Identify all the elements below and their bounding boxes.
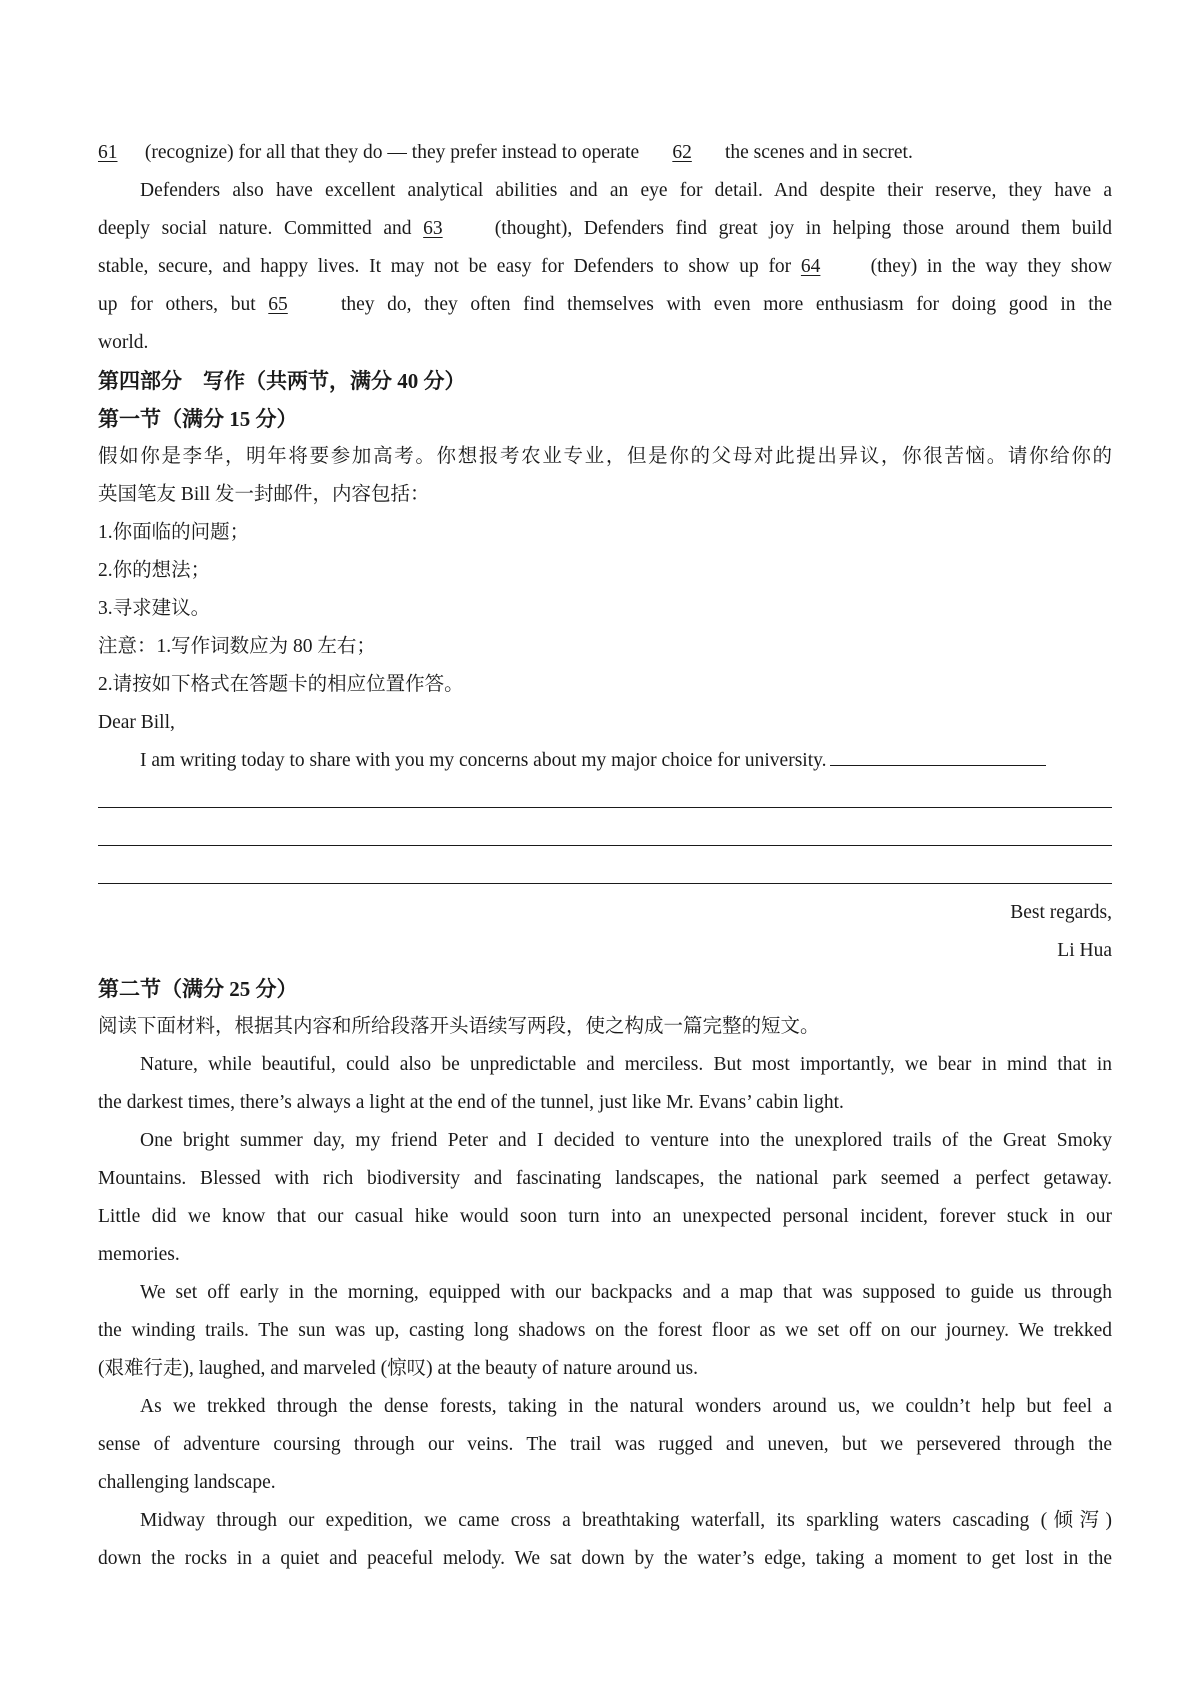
story-line: One bright summer day, my friend Peter and I decided to venture into the unexplored trails of the Great Smoky bbox=[140, 1130, 1112, 1151]
part-heading: 第四部分 写作（共两节，满分 40 分） bbox=[98, 369, 466, 393]
passage-line bbox=[98, 210, 1112, 248]
letter-closing: Best regards, bbox=[1010, 902, 1112, 923]
story-line: (艰难行走), laughed, and marveled (惊叹) at the beauty of nature around us. bbox=[98, 1358, 698, 1379]
passage-text: (they) in the way they show bbox=[870, 256, 1112, 277]
passage-text: the scenes and in secret. bbox=[724, 142, 913, 163]
letter-opening bbox=[98, 742, 1112, 780]
passage-text: deeply social nature. Committed and bbox=[98, 218, 412, 239]
passage-text: (recognize) for all that they do — they prefer instead to operate bbox=[144, 142, 640, 163]
section-heading: 第一节（满分 15 分） bbox=[98, 407, 298, 431]
section-heading: 第二节（满分 25 分） bbox=[98, 977, 298, 1001]
passage-line bbox=[98, 286, 1112, 324]
blank-62: 62 bbox=[672, 142, 692, 163]
answer-line[interactable] bbox=[98, 856, 1112, 894]
note-line: 2.请按如下格式在答题卡的相应位置作答。 bbox=[98, 674, 464, 695]
passage-text: they do, they often find themselves with even more enthusiasm for doing good in the bbox=[340, 294, 1113, 315]
blank-64: 64 bbox=[800, 256, 821, 277]
prompt-line: 英国笔友 Bill 发一封邮件，内容包括： bbox=[98, 484, 430, 505]
blank-63: 63 bbox=[423, 218, 443, 239]
prompt-item: 3.寻求建议。 bbox=[98, 598, 211, 619]
story-line: challenging landscape. bbox=[98, 1472, 276, 1493]
passage-text: stable, secure, and happy lives. It may not be easy for Defenders to show up for bbox=[98, 256, 792, 277]
instruction-line: 阅读下面材料，根据其内容和所给段落开头语续写两段，使之构成一篇完整的短文。 bbox=[98, 1016, 820, 1037]
story-line: Little did we know that our casual hike would soon turn into an unexpected personal incident, forever stuck in our bbox=[98, 1206, 1112, 1227]
story-line: As we trekked through the dense forests, taking in the natural wonders around us, we couldn’t help but feel a bbox=[140, 1396, 1112, 1417]
salutation: Dear Bill, bbox=[98, 712, 175, 733]
story-line: Midway through our expedition, we came cross a breathtaking waterfall, its sparkling waters cascading (倾泻) bbox=[140, 1510, 1112, 1531]
passage-line bbox=[98, 134, 1112, 172]
passage-text: up for others, but bbox=[98, 294, 256, 315]
story-line: Nature, while beautiful, could also be unpredictable and merciless. But most importantly, we bear in mind that in bbox=[140, 1054, 1112, 1075]
story-line: We set off early in the morning, equipped with our backpacks and a map that was supposed to guide us through bbox=[140, 1282, 1112, 1303]
answer-line[interactable] bbox=[830, 747, 1046, 766]
blank-65: 65 bbox=[268, 294, 288, 315]
letter-signature: Li Hua bbox=[1057, 940, 1112, 961]
story-line: down the rocks in a quiet and peaceful melody. We sat down by the water’s edge, taking a moment to get lost in the bbox=[98, 1548, 1112, 1569]
blank-61: 61 bbox=[98, 142, 118, 163]
document-page bbox=[98, 134, 1112, 1578]
prompt-line: 假如你是李华，明年将要参加高考。你想报考农业专业，但是你的父母对此提出异议，你很苦恼。请你给你的 bbox=[98, 446, 1112, 467]
story-line: sense of adventure coursing through our veins. The trail was rugged and uneven, but we persevered through the bbox=[98, 1434, 1112, 1455]
answer-line[interactable] bbox=[98, 818, 1112, 856]
story-line: the darkest times, there’s always a light at the end of the tunnel, just like Mr. Evans’ cabin light. bbox=[98, 1092, 844, 1113]
passage-text: (thought), Defenders find great joy in helping those around them build bbox=[494, 218, 1113, 239]
prompt-item: 1.你面临的问题； bbox=[98, 522, 250, 543]
passage-line: world. bbox=[98, 332, 149, 353]
passage-line bbox=[98, 248, 1112, 286]
story-line: Mountains. Blessed with rich biodiversity and fascinating landscapes, the national park seemed a perfect getaway. bbox=[98, 1168, 1112, 1189]
letter-opening-text: I am writing today to share with you my concerns about my major choice for university. bbox=[140, 750, 827, 771]
prompt-item: 2.你的想法； bbox=[98, 560, 211, 581]
story-line: the winding trails. The sun was up, casting long shadows on the forest floor as we set off on our journey. We trekked bbox=[98, 1320, 1112, 1341]
passage-line: Defenders also have excellent analytical abilities and an eye for detail. And despite their reserve, they have a bbox=[140, 180, 1112, 201]
story-line: memories. bbox=[98, 1244, 180, 1265]
note-line: 注意：1.写作词数应为 80 左右； bbox=[98, 636, 376, 657]
answer-line[interactable] bbox=[98, 780, 1112, 818]
